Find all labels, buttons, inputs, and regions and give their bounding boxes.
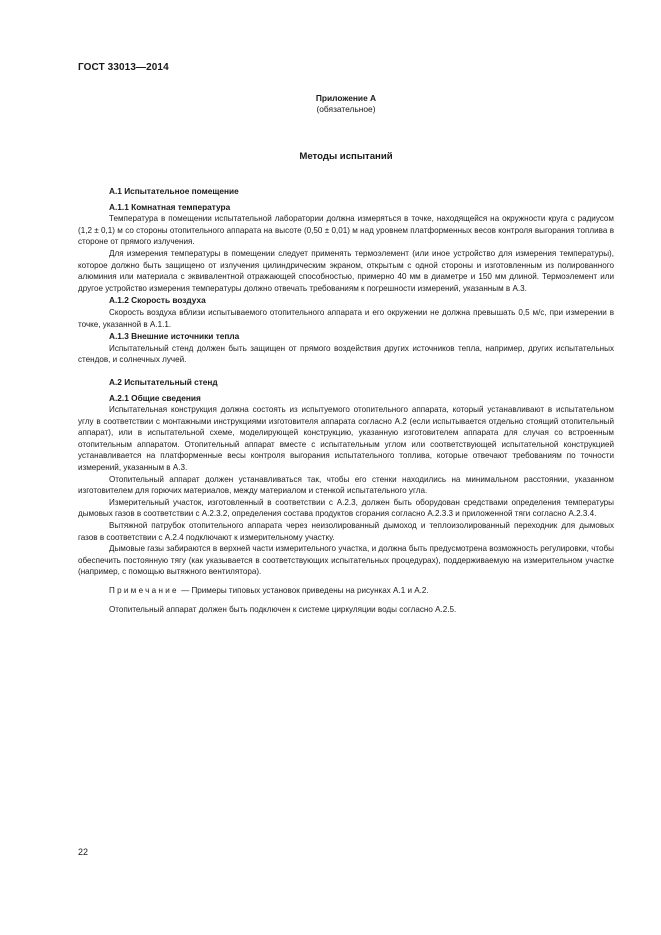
paragraph-a11-2: Для измерения температуры в помещении следует применять термоэлемент (или иное устройство для измерения температуры), которое должно быть защищено от излучения цилиндрическим экраном, открытым с одной стороны и изготовленным из полированного алюминия или материала с эквивалентной отражающей способностью, примерно 40 мм в диаметре и 150 мм длиной. Термоэлемент или другое устройство измерения температуры должно отвечать требованиям к погрешности измерений, указанным в А.3. — [78, 248, 614, 293]
paragraph-a13-1: Испытательный стенд должен быть защищен от прямого воздействия других источников тепла, например, других испытательных стендов, и солнечных лучей. — [78, 343, 614, 365]
paragraph-a21-5: Дымовые газы забираются в верхней части измерительного участка, и должна быть предусмотрена возможность регулировки, чтобы обеспечить постоянную тягу (как указывается в соответствующих испытательных процедурах), поддерживаемую на измерительном участке (например, с помощью вытяжного вентилятора). — [78, 544, 614, 577]
page-number: 22 — [78, 847, 89, 857]
appendix-heading — [78, 93, 614, 115]
heading-a2: А.2 Испытательный стенд — [109, 376, 218, 387]
final-spacer — [78, 597, 614, 604]
paragraph-a21-3: Измерительный участок, изготовленный в соответствии с А.2.3, должен быть оборудован средствами определения температуры дымовых газов в соответствии с А.2.3.2, определения состава продуктов сгорания согласно А.2.3.3 и приложенной тяги согласно А.2.3.4. — [78, 497, 614, 519]
note-label: Примечание — [109, 586, 179, 595]
paragraph-a21-4: Вытяжной патрубок отопительного аппарата через неизолированный дымоход и теплоизолированный переходник для дымовых газов в соответствии с А.2.4 подключают к измерительному участку. — [78, 521, 614, 542]
heading-a21: А.2.1 Общие сведения — [109, 392, 201, 403]
paragraph-a11-1: Температура в помещении испытательной лаборатории должна измеряться в точке, находящейся на окружности круга с радиусом (1,2 ± 0,1) м со стороны отопительного аппарата на высоте (0,50 ± 0,01) м над уровнем платформенных весов контроля выгорания топлива в стороне от прямого излучения. — [78, 214, 614, 247]
section-title: Методы испытаний — [299, 151, 393, 162]
paragraph-a21-6: Отопительный аппарат должен быть подключен к системе циркуляции воды согласно А.2.5. — [109, 604, 457, 614]
document-body — [78, 184, 614, 615]
appendix-subtitle: (обязательное) — [316, 104, 376, 114]
heading-a1: А.1 Испытательное помещение — [109, 186, 239, 196]
heading-a11: А.1.1 Комнатная температура — [109, 201, 231, 212]
section-spacer — [78, 366, 614, 375]
paragraph-a21-1: Испытательная конструкция должна состоять из испытуемого отопительного аппарата, который устанавливают в испытательном углу в соответствии с монтажными инструкциями изготовителя аппарата согласно А.2 (если испытывается отдельно стоящий отопительный аппарат), или в испытательной схеме, моделирующей конструкцию, указанную изготовителем аппарата для случая со встроенным отопительным аппаратом. Отопительный аппарат вместе с испытательным углом или соответствующей испытательной конструкцией устанавливается на платформенные весы контроля выгорания испытательного топлива, которые отвечают требованиям по точности измерений, указанным в А.3. — [78, 405, 614, 473]
note-spacer — [78, 578, 614, 585]
note-text: — Примеры типовых установок приведены на рисунках А.1 и А.2. — [178, 586, 429, 595]
heading-a13: А.1.3 Внешние источники тепла — [109, 331, 240, 342]
paragraph-a12-1: Скорость воздуха вблизи испытываемого отопительного аппарата и его окружении не должна превышать 0,5 м/с, при измерении в точке, указанной в А.1.1. — [78, 307, 614, 329]
paragraph-a21-2: Отопительный аппарат должен устанавливаться так, чтобы его стенки находились на минимальном расстоянии, указанном изготовителем для горючих материалов, между материалом и стенкой испытательного угла. — [78, 474, 614, 496]
note-paragraph — [78, 585, 614, 597]
appendix-title: Приложение А — [315, 93, 377, 103]
document-id-header: ГОСТ 33013—2014 — [78, 62, 169, 73]
heading-a12: А.1.2 Скорость воздуха — [109, 295, 206, 306]
